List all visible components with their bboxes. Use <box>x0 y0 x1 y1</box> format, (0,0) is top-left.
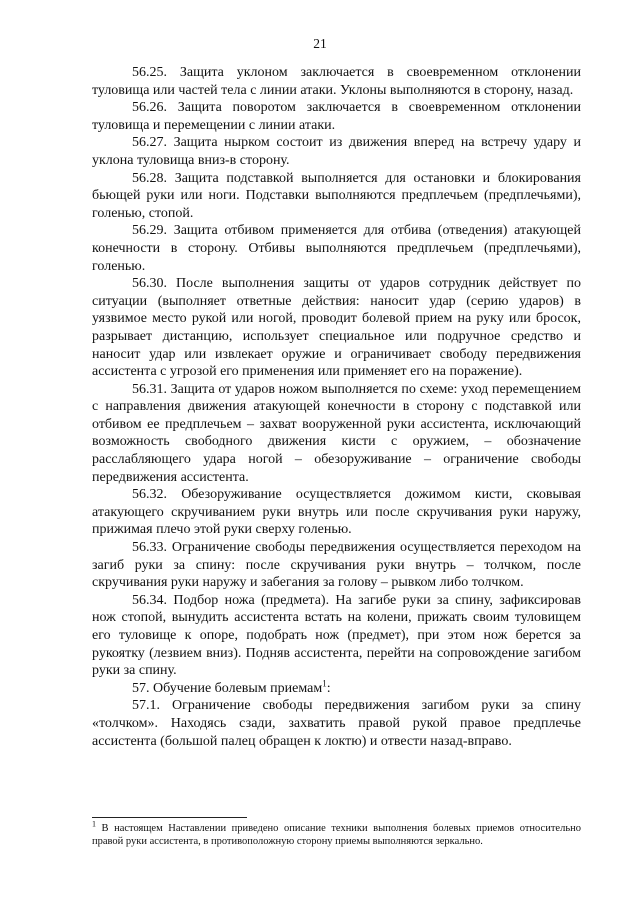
paragraph-56-33: 56.33. Ограничение свободы передвижения осуществляется переходом на загиб руки за спину: после скручивания руки внутрь – толчком, после скручивания руки наружу и забегания за голову – рывком либо толчком. <box>92 540 581 591</box>
section-57-text: 57. Обучение болевым приемам <box>132 680 323 696</box>
paragraph-56-25: 56.25. Защита уклоном заключается в своевременном отклонении туловища или частей тела с линии атаки. Уклоны выполняются в сторону, назад. <box>92 65 581 98</box>
paragraph-57-1: 57.1. Ограничение свободы передвижения загибом руки за спину «толчком». Находясь сзади, захватить правой рукой правое предплечье ассистента (большой палец обращен к локтю) и отвести назад-вправо. <box>92 698 581 749</box>
paragraph-56-27: 56.27. Защита нырком состоит из движения вперед на встречу удару и уклона туловища вниз-в сторону. <box>92 135 581 168</box>
main-text <box>92 64 581 750</box>
paragraph-56-32: 56.32. Обезоруживание осуществляется дожимом кисти, сковывая атакующего скручиванием руки внутрь или после скручивания руки наружу, прижимая плечо этой руки сверху голенью. <box>92 487 581 538</box>
paragraph-56-29: 56.29. Защита отбивом применяется для отбива (отведения) атакующей конечности в сторону. Отбивы выполняются предплечьем (предплечьями), голенью. <box>92 223 581 274</box>
footnote-mark: 1 <box>92 819 96 829</box>
section-57-heading <box>92 680 581 698</box>
footnote-divider <box>92 817 247 818</box>
footnote-text: В настоящем Наставлении приведено описание техники выполнения болевых приемов относительно правой руки ассистента, в противоположную сторону приемы выполняются зеркально. <box>92 823 581 847</box>
paragraph-56-30: 56.30. После выполнения защиты от ударов сотрудник действует по ситуации (выполняет ответные действия: наносит удар (серию ударов) в уязвимое место рукой или ногой, проводит болевой прием на руку или бросок, разрывает дистанцию, использует специальное или подручное средство и наносит удар или извлекает оружие и ограничивает свободу передвижения ассистента с угрозой его применения или применяет его на поражение). <box>92 276 581 380</box>
paragraph-56-31: 56.31. Защита от ударов ножом выполняется по схеме: уход перемещением с направления движения атакующей конечности в сторону с подставкой или отбивом ее предплечьем – захват вооруженной руки ассистента, исключающий возможность свободного движения кисти с оружием, – обозначение расслабляющего удара ногой – обезоруживание – ограничение свободы передвижения ассистента. <box>92 381 581 485</box>
paragraph-56-34: 56.34. Подбор ножа (предмета). На загибе руки за спину, зафиксировав нож стопой, вынудить ассистента встать на колени, прижать своим туловищем его туловище к опоре, подобрать нож (предмет), при этом нож берется за рукоятку (лезвием вниз). Подняв ассистента, перейти на сопровождение загибом руки за спину. <box>92 592 581 679</box>
footnote <box>92 819 581 848</box>
page-number: 21 <box>313 36 327 51</box>
footnote-reference[interactable]: 1 <box>322 678 327 689</box>
section-57-tail: : <box>326 680 331 696</box>
paragraph-56-26: 56.26. Защита поворотом заключается в своевременном отклонении туловища и перемещении с линии атаки. <box>92 100 581 133</box>
paragraph-56-28: 56.28. Защита подставкой выполняется для остановки и блокирования бьющей руки или ноги. Подставки выполняются предплечьем (предплечьями), голенью, стопой. <box>92 170 581 221</box>
